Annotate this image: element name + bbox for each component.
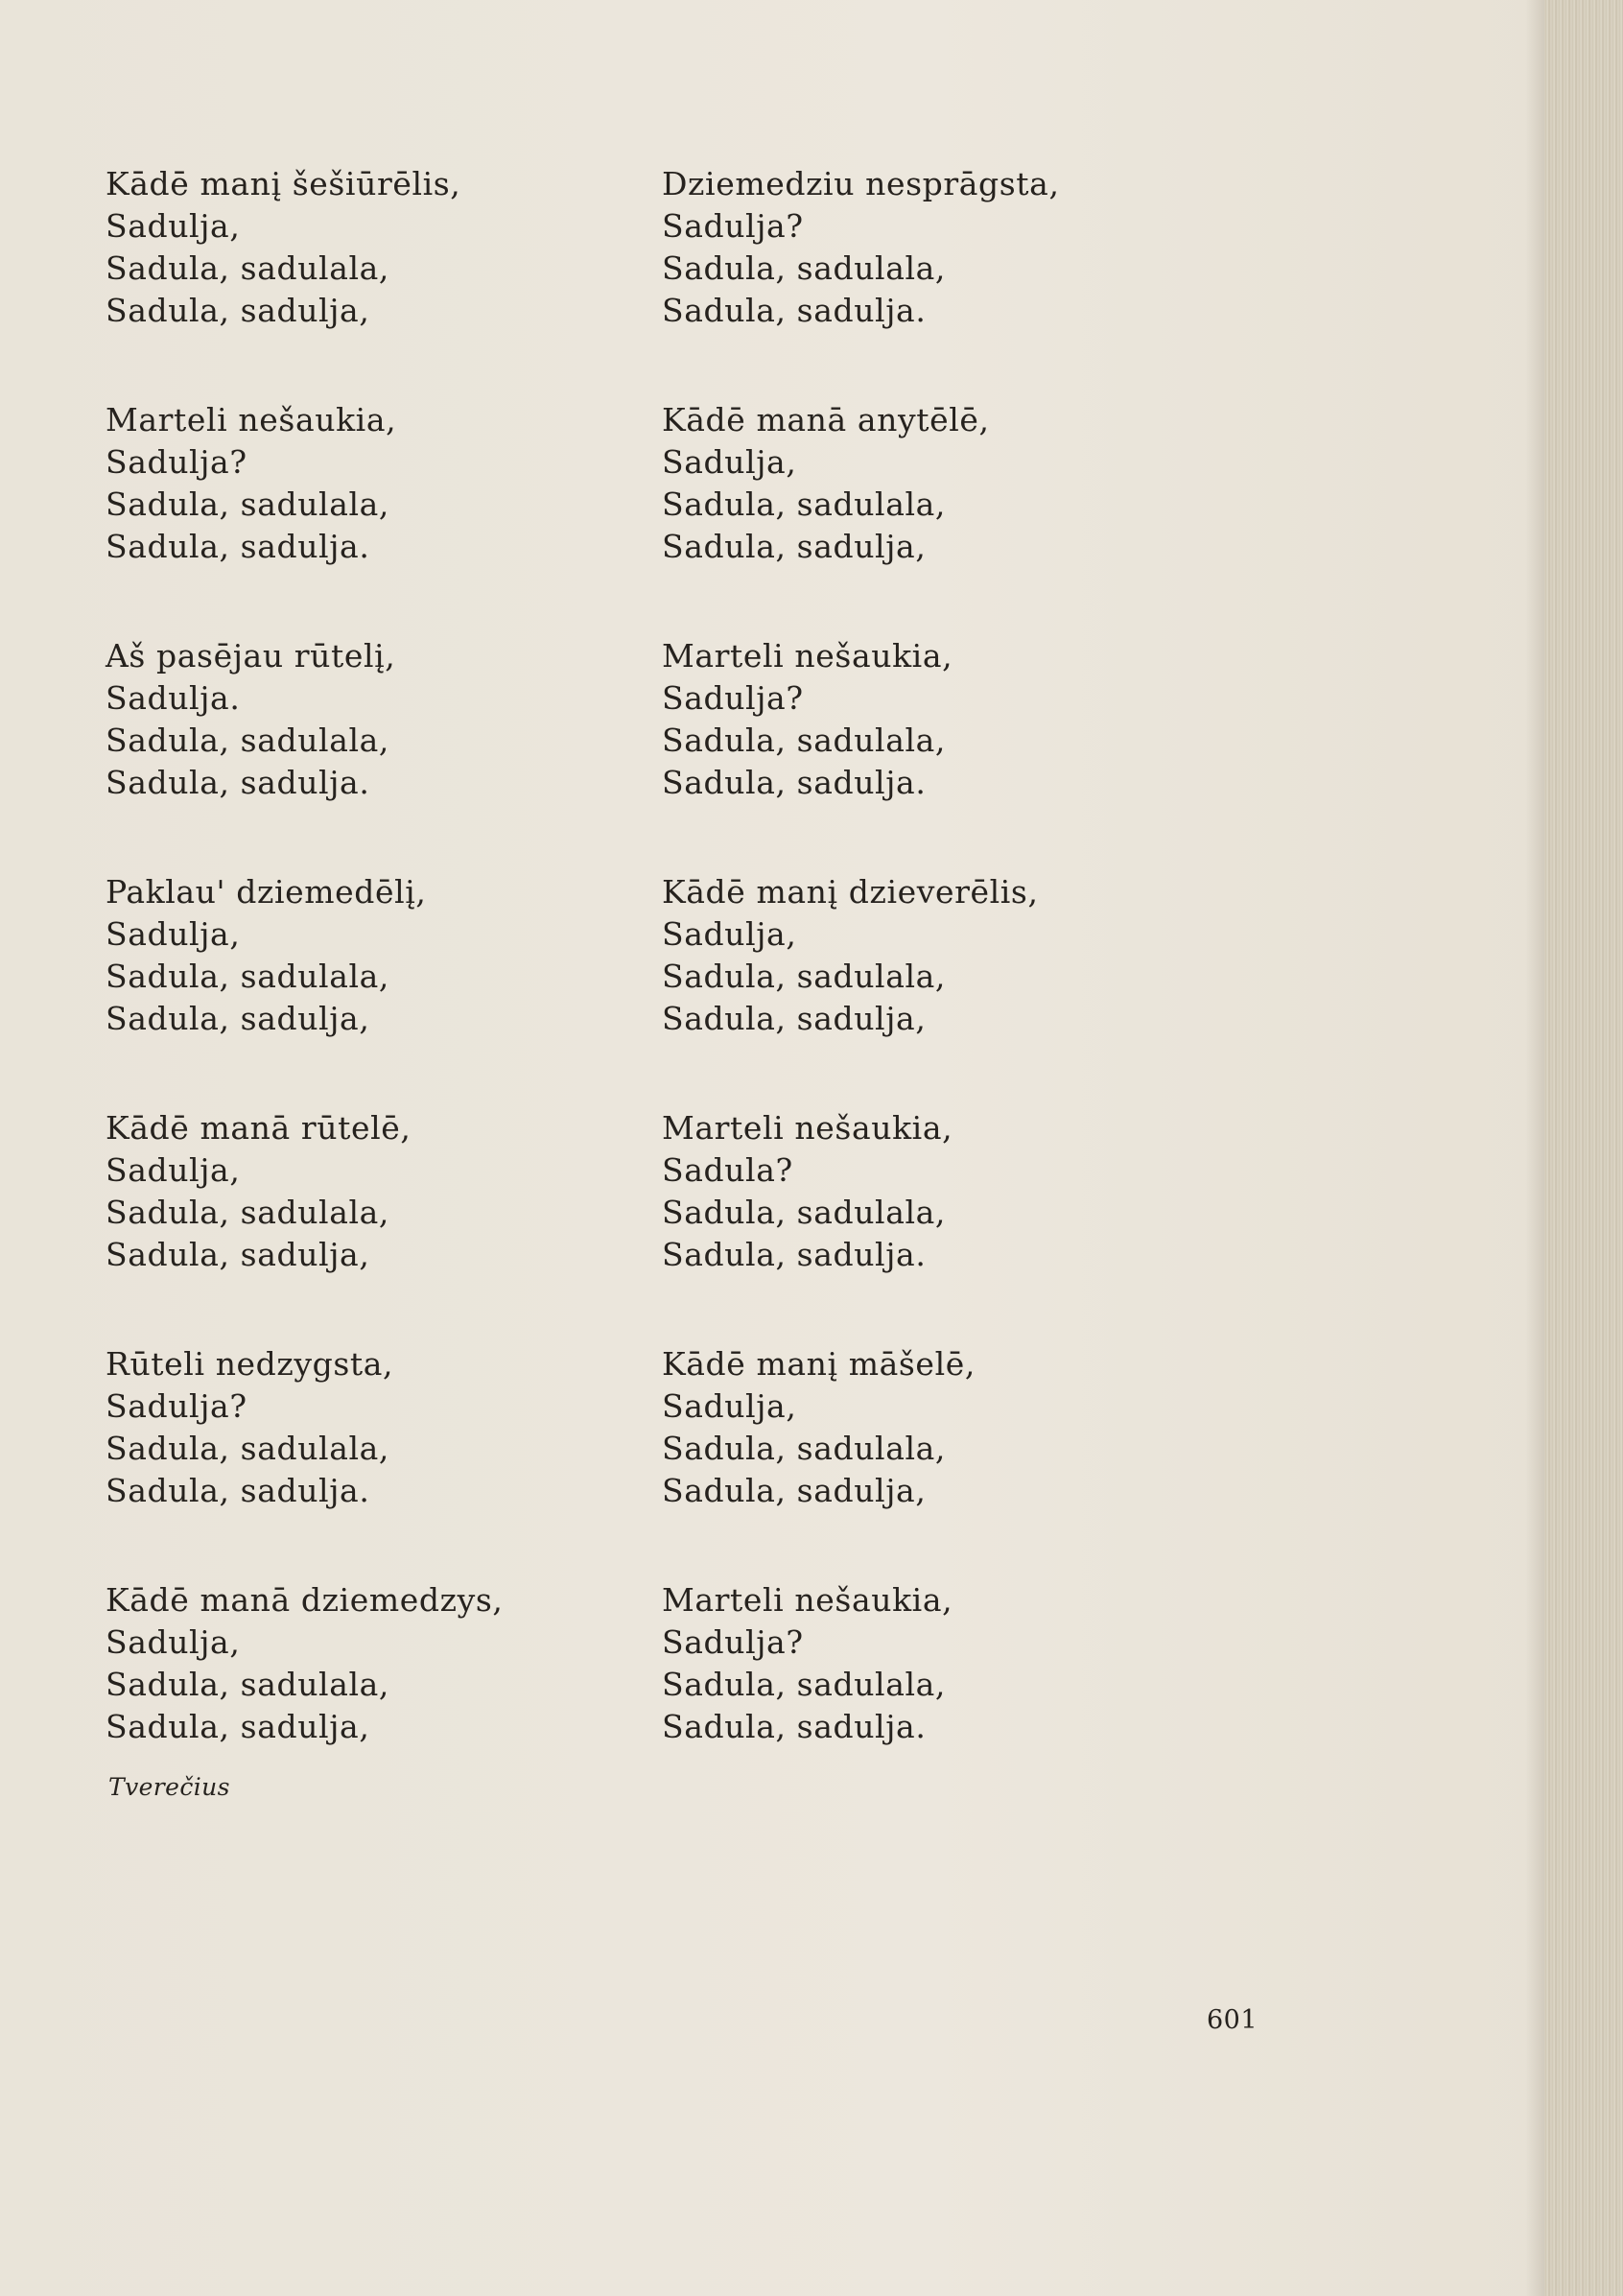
verse-line: Sadula, sadulala, xyxy=(662,1194,947,1231)
stanza xyxy=(662,1107,1199,1276)
right-column xyxy=(662,163,1199,1815)
verse-line: Sadula, sadulala, xyxy=(106,249,390,287)
verse-line: Dziemedziu nesprāgsta, xyxy=(662,165,1060,202)
verse-line: Sadula, sadulala, xyxy=(662,958,947,995)
stanza xyxy=(106,163,643,332)
verse-line: Kādē manį šešiūrēlis, xyxy=(106,165,461,202)
verse-line: Sadulja. xyxy=(106,679,241,717)
stanza xyxy=(106,1107,643,1276)
stanza xyxy=(106,871,643,1040)
verse-line: Marteli nešaukia, xyxy=(662,1109,953,1147)
verse-line: Sadula? xyxy=(662,1151,793,1189)
verse-line: Sadula, sadulala, xyxy=(662,1666,947,1703)
verse-line: Marteli nešaukia, xyxy=(662,637,953,675)
verse-line: Sadulja, xyxy=(662,1387,797,1425)
stanza xyxy=(106,399,643,568)
verse-line: Sadulja, xyxy=(106,1151,241,1189)
verse-line: Sadula, sadulja, xyxy=(662,528,927,565)
stanza xyxy=(662,1343,1199,1512)
verse-line: Sadula, sadulala, xyxy=(106,722,390,759)
verse-line: Sadulja, xyxy=(106,207,241,245)
verse-line: Sadula, sadulala, xyxy=(106,958,390,995)
verse-line: Rūteli nedzygsta, xyxy=(106,1345,394,1383)
verse-line: Sadula, sadulja. xyxy=(106,764,370,801)
verse-line: Sadula, sadulja, xyxy=(106,292,370,329)
verse-line: Kādē manā anytēlē, xyxy=(662,401,990,438)
verse-line: Sadula, sadulja. xyxy=(106,1472,370,1509)
stanza xyxy=(662,1579,1199,1748)
verse-line: Kādē manā dziemedzys, xyxy=(106,1581,504,1619)
stanza xyxy=(106,1343,643,1512)
page-stack-edge xyxy=(1544,0,1623,2296)
verse-line: Sadulja? xyxy=(662,679,804,717)
verse-line: Sadula, sadulala, xyxy=(106,1194,390,1231)
verse-line: Sadulja? xyxy=(106,1387,247,1425)
verse-line: Kādē manā rūtelē, xyxy=(106,1109,412,1147)
verse-line: Sadula, sadulja, xyxy=(662,1472,927,1509)
verse-line: Sadula, sadulala, xyxy=(106,1666,390,1703)
verse-line: Sadula, sadulja, xyxy=(662,1000,927,1037)
stanza xyxy=(662,871,1199,1040)
verse-line: Sadula, sadulala, xyxy=(662,722,947,759)
verse-line: Sadula, sadulja, xyxy=(106,1708,370,1745)
page-number: 601 xyxy=(1207,2005,1258,2035)
verse-line: Marteli nešaukia, xyxy=(662,1581,953,1619)
stanza xyxy=(662,635,1199,804)
verse-line: Sadulja, xyxy=(106,915,241,953)
verse-line: Sadula, sadulja. xyxy=(662,1236,927,1273)
verse-line: Sadula, sadulja. xyxy=(662,292,927,329)
verse-line: Marteli nešaukia, xyxy=(106,401,397,438)
verse-line: Sadula, sadulala, xyxy=(662,249,947,287)
verse-line: Sadula, sadulja. xyxy=(662,1708,927,1745)
verse-line: Kādē manį dzieverēlis, xyxy=(662,873,1039,911)
stanza xyxy=(662,399,1199,568)
verse-line: Sadula, sadulala, xyxy=(662,485,947,523)
verse-line: Sadula, sadulala, xyxy=(662,1430,947,1467)
verse-line: Sadula, sadulja. xyxy=(106,528,370,565)
left-column xyxy=(106,163,643,1815)
verse-line: Sadula, sadulala, xyxy=(106,1430,390,1467)
verse-line: Sadulja? xyxy=(106,443,247,481)
verse-line: Sadulja, xyxy=(662,915,797,953)
stanza xyxy=(106,1579,643,1748)
verse-line: Sadula, sadulja. xyxy=(662,764,927,801)
verse-line: Sadulja, xyxy=(662,443,797,481)
verse-line: Sadula, sadulala, xyxy=(106,485,390,523)
verse-line: Sadulja? xyxy=(662,1623,804,1661)
verse-line: Sadulja, xyxy=(106,1623,241,1661)
verse-line: Sadula, sadulja, xyxy=(106,1000,370,1037)
stanza xyxy=(662,163,1199,332)
verse-line: Kādē manį māšelē, xyxy=(662,1345,976,1383)
verse-line: Sadula, sadulja, xyxy=(106,1236,370,1273)
location-note: Tverečius xyxy=(108,1773,230,1801)
verse-line: Paklau' dziemedēlį, xyxy=(106,873,427,911)
verse-line: Sadulja? xyxy=(662,207,804,245)
stanza xyxy=(106,635,643,804)
verse-line: Aš pasējau rūtelį, xyxy=(106,637,396,675)
